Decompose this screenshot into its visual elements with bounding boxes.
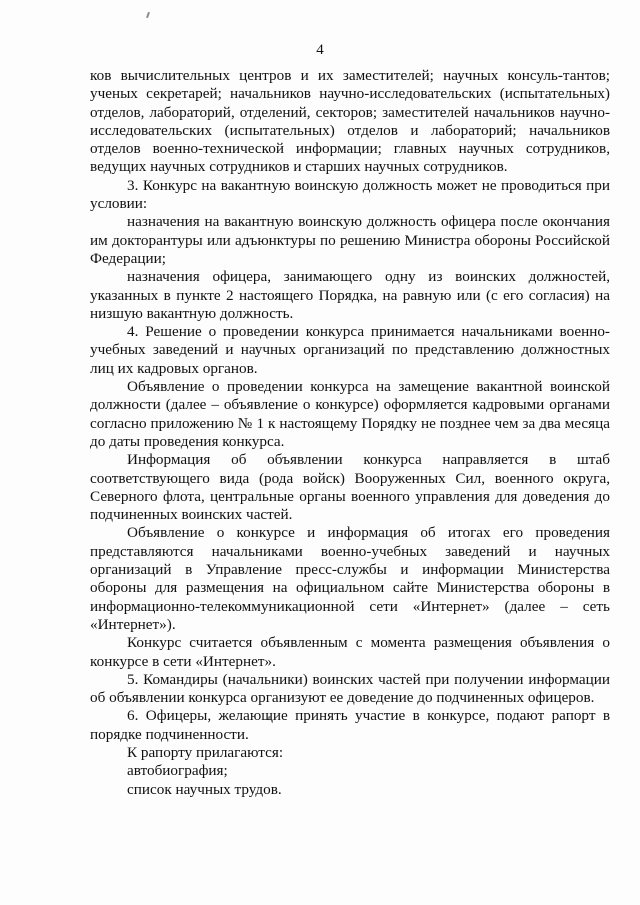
paragraph: список научных трудов. bbox=[127, 780, 282, 798]
paragraph: назначения офицера, занимающего одну из воинских должностей, указанных в пункте 2 настоящего Порядка, на равную или (с его согласия) на низшую вакантную должность. bbox=[90, 268, 610, 322]
paragraph: автобиография; bbox=[127, 762, 228, 780]
paragraph: 6. Офицеры, желающие принять участие в конкурсе, подают рапорт в порядке подчиненности. bbox=[90, 707, 610, 743]
paragraph: 5. Командиры (начальники) воинских частей при получении информации об объявлении конкурса организуют ее доведение до подчиненных офицеров. bbox=[90, 670, 610, 707]
paragraph: Информация об объявлении конкурса направляется в штаб соответствующего вида (рода войск) Вооруженных Сил, военного округа, Северного флота, центральные органы военного управления для доведения до подчиненных воинских частей. bbox=[90, 451, 610, 524]
paragraph: Объявление о проведении конкурса на замещение вакантной воинской должности (далее – объявление о конкурсе) оформляется кадровыми органами согласно приложению № 1 к настоящему Порядку не позднее чем за два месяца до даты проведения конкурса. bbox=[90, 378, 610, 450]
scan-mark bbox=[146, 12, 150, 18]
paragraph: Конкурс считается объявленным с момента размещения объявления о конкурсе в сети «Интернет». bbox=[90, 634, 610, 670]
paragraph: 3. Конкурс на вакантную воинскую должность может не проводиться при условии: bbox=[90, 176, 610, 213]
paragraph: Объявление о конкурсе и информация об итогах его проведения представляются начальниками военно-учебных заведений и научных организаций в Управление пресс-службы и информации Министерства обороны для размещения на официальном сайте Министерства обороны в информационно-телекоммуникационной сети «Интернет» (далее – сеть «Интернет»). bbox=[90, 524, 610, 633]
paragraph: ков вычислительных центров и их заместителей; научных консуль-тантов; ученых секретарей; начальников научно-исследовательских (испытательных) отделов, лабораторий, отделений, секторов; заместителей начальников научно-исследовательских (испытательных) отделов и лабораторий; начальников отделов военно-технической информации; главных научных сотрудников, ведущих научных сотрудников и старших научных сотрудников. bbox=[90, 67, 610, 176]
document-body bbox=[90, 67, 610, 799]
paragraph: назначения на вакантную воинскую должность офицера после окончания им докторантуры или адъюнктуры по решению Министра обороны Российской Федерации; bbox=[90, 213, 610, 267]
page-number: 4 bbox=[316, 42, 324, 58]
paragraph: К рапорту прилагаются: bbox=[127, 743, 284, 761]
paragraph: 4. Решение о проведении конкурса принимается начальниками военно-учебных заведений и научных организаций по представлению должностных лиц их кадровых органов. bbox=[90, 323, 610, 377]
